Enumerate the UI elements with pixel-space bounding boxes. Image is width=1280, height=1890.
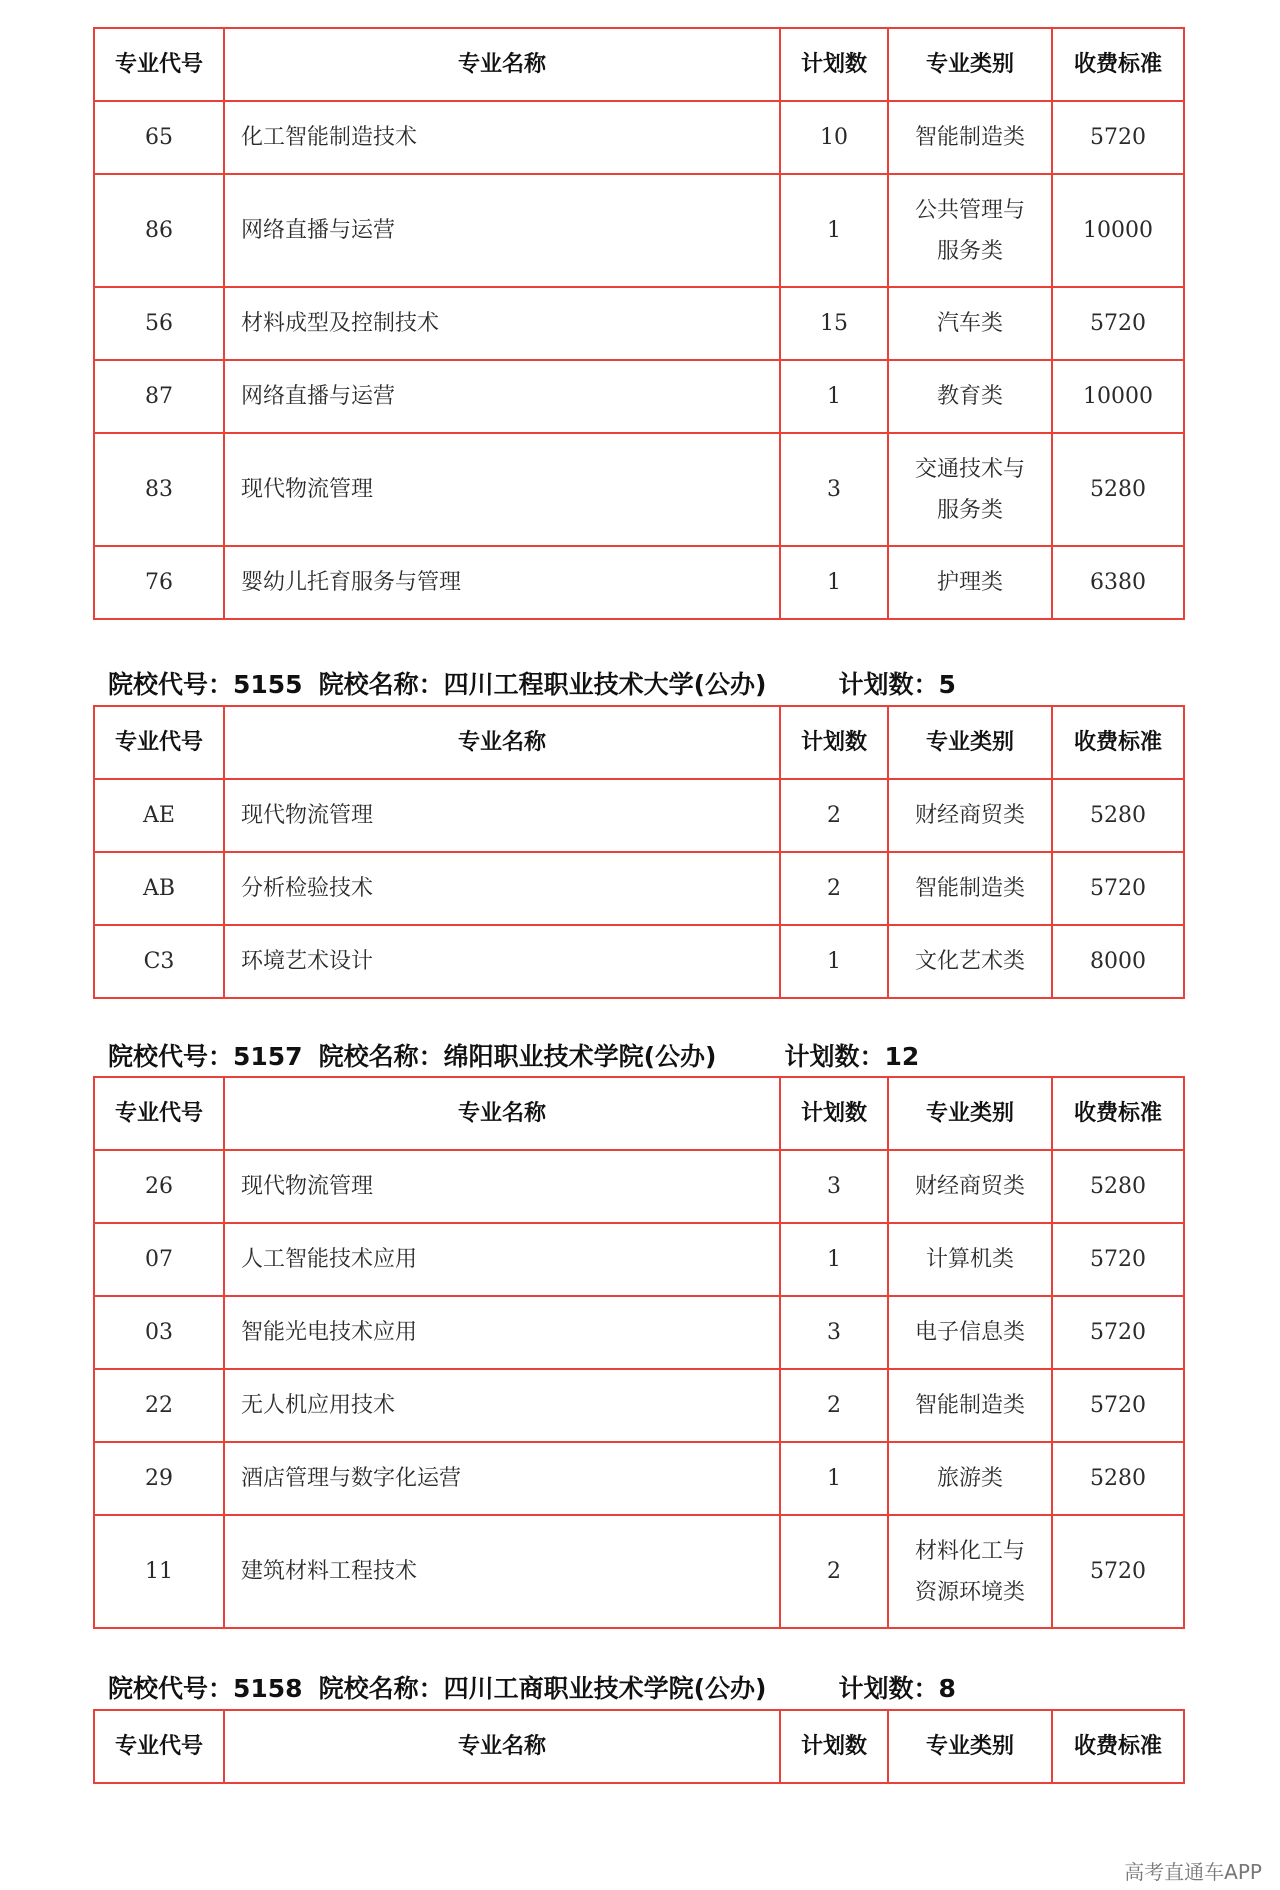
major-category [888, 925, 1052, 998]
header-plan: 计划数 [780, 1710, 888, 1783]
table-row [94, 174, 1184, 287]
header-fee: 收费标准 [1052, 1077, 1184, 1150]
plan-table-1 [93, 27, 1185, 620]
table-header-row [94, 28, 1184, 101]
plan-count: 10 [780, 101, 888, 174]
major-name: 人工智能技术应用 [224, 1223, 780, 1296]
major-category [888, 1223, 1052, 1296]
plan-count: 3 [780, 1296, 888, 1369]
major-code: 03 [94, 1296, 224, 1369]
major-code: 65 [94, 101, 224, 174]
major-name: 分析检验技术 [224, 852, 780, 925]
plan-count: 2 [780, 852, 888, 925]
category-line: 智能制造类 [914, 1393, 1025, 1418]
major-name: 材料成型及控制技术 [224, 287, 780, 360]
plan-count: 2 [780, 1515, 888, 1628]
major-category [888, 1369, 1052, 1442]
school-heading-5158 [108, 1667, 956, 1707]
school-code: 院校代号：5158 [108, 1674, 303, 1703]
table-row [94, 101, 1184, 174]
table-header-row [94, 706, 1184, 779]
header-category: 专业类别 [888, 1710, 1052, 1783]
major-name: 婴幼儿托育服务与管理 [224, 546, 780, 619]
tuition-fee: 5720 [1052, 852, 1184, 925]
tuition-fee: 5720 [1052, 287, 1184, 360]
header-category: 专业类别 [888, 706, 1052, 779]
major-name: 建筑材料工程技术 [224, 1515, 780, 1628]
category-line: 电子信息类 [914, 1320, 1025, 1345]
plan-count: 1 [780, 1223, 888, 1296]
table-row [94, 1223, 1184, 1296]
plan-count: 2 [780, 1369, 888, 1442]
plan-table-2-block [93, 705, 1183, 999]
major-name: 现代物流管理 [224, 779, 780, 852]
plan-count: 3 [780, 433, 888, 546]
table-row [94, 852, 1184, 925]
header-name: 专业名称 [224, 1077, 780, 1150]
major-name: 环境艺术设计 [224, 925, 780, 998]
school-code: 院校代号：5155 [108, 670, 303, 699]
major-code: AE [94, 779, 224, 852]
category-line: 智能制造类 [914, 125, 1025, 150]
major-code: 87 [94, 360, 224, 433]
header-fee: 收费标准 [1052, 1710, 1184, 1783]
plan-count: 1 [780, 1442, 888, 1515]
plan-count: 1 [780, 360, 888, 433]
category-line: 计算机类 [925, 1247, 1014, 1272]
major-category [888, 1442, 1052, 1515]
major-category [888, 287, 1052, 360]
category-line: 交通技术与 [914, 456, 1025, 482]
table-row [94, 287, 1184, 360]
category-line: 财经商贸类 [914, 803, 1025, 828]
header-fee: 收费标准 [1052, 706, 1184, 779]
plan-table-4 [93, 1709, 1185, 1784]
category-line: 旅游类 [936, 1466, 1003, 1491]
school-plan-count: 计划数：12 [784, 1042, 920, 1071]
major-name: 无人机应用技术 [224, 1369, 780, 1442]
major-code: 56 [94, 287, 224, 360]
major-code: 11 [94, 1515, 224, 1628]
school-code: 院校代号：5157 [108, 1042, 303, 1071]
tuition-fee: 10000 [1052, 360, 1184, 433]
category-line: 财经商贸类 [914, 1174, 1025, 1199]
plan-table-3-block [93, 1076, 1183, 1629]
category-line: 材料化工与 [914, 1538, 1025, 1564]
major-category [888, 852, 1052, 925]
plan-count: 1 [780, 174, 888, 287]
header-category: 专业类别 [888, 1077, 1052, 1150]
table-row [94, 433, 1184, 546]
major-category [888, 1150, 1052, 1223]
header-plan: 计划数 [780, 1077, 888, 1150]
major-code: 07 [94, 1223, 224, 1296]
tuition-fee: 10000 [1052, 174, 1184, 287]
plan-table-3 [93, 1076, 1185, 1629]
school-heading-5155 [108, 663, 956, 703]
tuition-fee: 5720 [1052, 1515, 1184, 1628]
major-code: AB [94, 852, 224, 925]
major-name: 网络直播与运营 [224, 360, 780, 433]
plan-count: 1 [780, 546, 888, 619]
plan-count: 15 [780, 287, 888, 360]
tuition-fee: 5280 [1052, 1150, 1184, 1223]
table-row [94, 1515, 1184, 1628]
header-code: 专业代号 [94, 1077, 224, 1150]
major-code: 83 [94, 433, 224, 546]
major-code: 86 [94, 174, 224, 287]
major-name: 智能光电技术应用 [224, 1296, 780, 1369]
plan-count: 3 [780, 1150, 888, 1223]
header-code: 专业代号 [94, 706, 224, 779]
tuition-fee: 5720 [1052, 1223, 1184, 1296]
major-code: 76 [94, 546, 224, 619]
tuition-fee: 8000 [1052, 925, 1184, 998]
major-category [888, 1515, 1052, 1628]
table-row [94, 1369, 1184, 1442]
plan-table-2 [93, 705, 1185, 999]
major-category [888, 360, 1052, 433]
major-code: 29 [94, 1442, 224, 1515]
header-code: 专业代号 [94, 1710, 224, 1783]
header-name: 专业名称 [224, 706, 780, 779]
header-category: 专业类别 [888, 28, 1052, 101]
category-line: 教育类 [936, 384, 1003, 409]
header-plan: 计划数 [780, 28, 888, 101]
table-row [94, 1296, 1184, 1369]
table-row [94, 546, 1184, 619]
category-line: 汽车类 [936, 311, 1003, 336]
category-line: 服务类 [936, 238, 1003, 264]
tuition-fee: 5280 [1052, 433, 1184, 546]
school-plan-count: 计划数：8 [838, 1674, 956, 1703]
category-line: 文化艺术类 [914, 949, 1025, 974]
tuition-fee: 5280 [1052, 1442, 1184, 1515]
major-category [888, 546, 1052, 619]
major-category [888, 1296, 1052, 1369]
table-row [94, 1150, 1184, 1223]
major-category [888, 779, 1052, 852]
major-name: 化工智能制造技术 [224, 101, 780, 174]
header-plan: 计划数 [780, 706, 888, 779]
category-line: 护理类 [936, 570, 1003, 595]
major-category [888, 101, 1052, 174]
major-code: C3 [94, 925, 224, 998]
header-name: 专业名称 [224, 1710, 780, 1783]
watermark: 高考直通车APP [1124, 1860, 1262, 1884]
table-row [94, 360, 1184, 433]
tuition-fee: 5280 [1052, 779, 1184, 852]
major-name: 网络直播与运营 [224, 174, 780, 287]
table-row [94, 779, 1184, 852]
major-name: 现代物流管理 [224, 1150, 780, 1223]
school-name: 院校名称：四川工商职业技术学院(公办) [318, 1674, 767, 1703]
header-code: 专业代号 [94, 28, 224, 101]
header-name: 专业名称 [224, 28, 780, 101]
school-name: 院校名称：四川工程职业技术大学(公办) [318, 670, 767, 699]
table-row [94, 1442, 1184, 1515]
category-line: 资源环境类 [914, 1579, 1025, 1605]
major-name: 酒店管理与数字化运营 [224, 1442, 780, 1515]
school-heading-5157 [108, 1035, 919, 1075]
category-line: 智能制造类 [914, 876, 1025, 901]
plan-count: 1 [780, 925, 888, 998]
school-plan-count: 计划数：5 [838, 670, 956, 699]
table-row [94, 925, 1184, 998]
category-line: 服务类 [936, 497, 1003, 523]
tuition-fee: 6380 [1052, 546, 1184, 619]
plan-count: 2 [780, 779, 888, 852]
tuition-fee: 5720 [1052, 1369, 1184, 1442]
plan-table-1-block [93, 27, 1183, 620]
tuition-fee: 5720 [1052, 101, 1184, 174]
major-code: 26 [94, 1150, 224, 1223]
tuition-fee: 5720 [1052, 1296, 1184, 1369]
major-category [888, 433, 1052, 546]
table-header-row [94, 1710, 1184, 1783]
major-code: 22 [94, 1369, 224, 1442]
header-fee: 收费标准 [1052, 28, 1184, 101]
plan-table-4-block [93, 1709, 1183, 1784]
school-name: 院校名称：绵阳职业技术学院(公办) [318, 1042, 717, 1071]
major-category [888, 174, 1052, 287]
major-name: 现代物流管理 [224, 433, 780, 546]
category-line: 公共管理与 [914, 197, 1025, 223]
table-header-row [94, 1077, 1184, 1150]
